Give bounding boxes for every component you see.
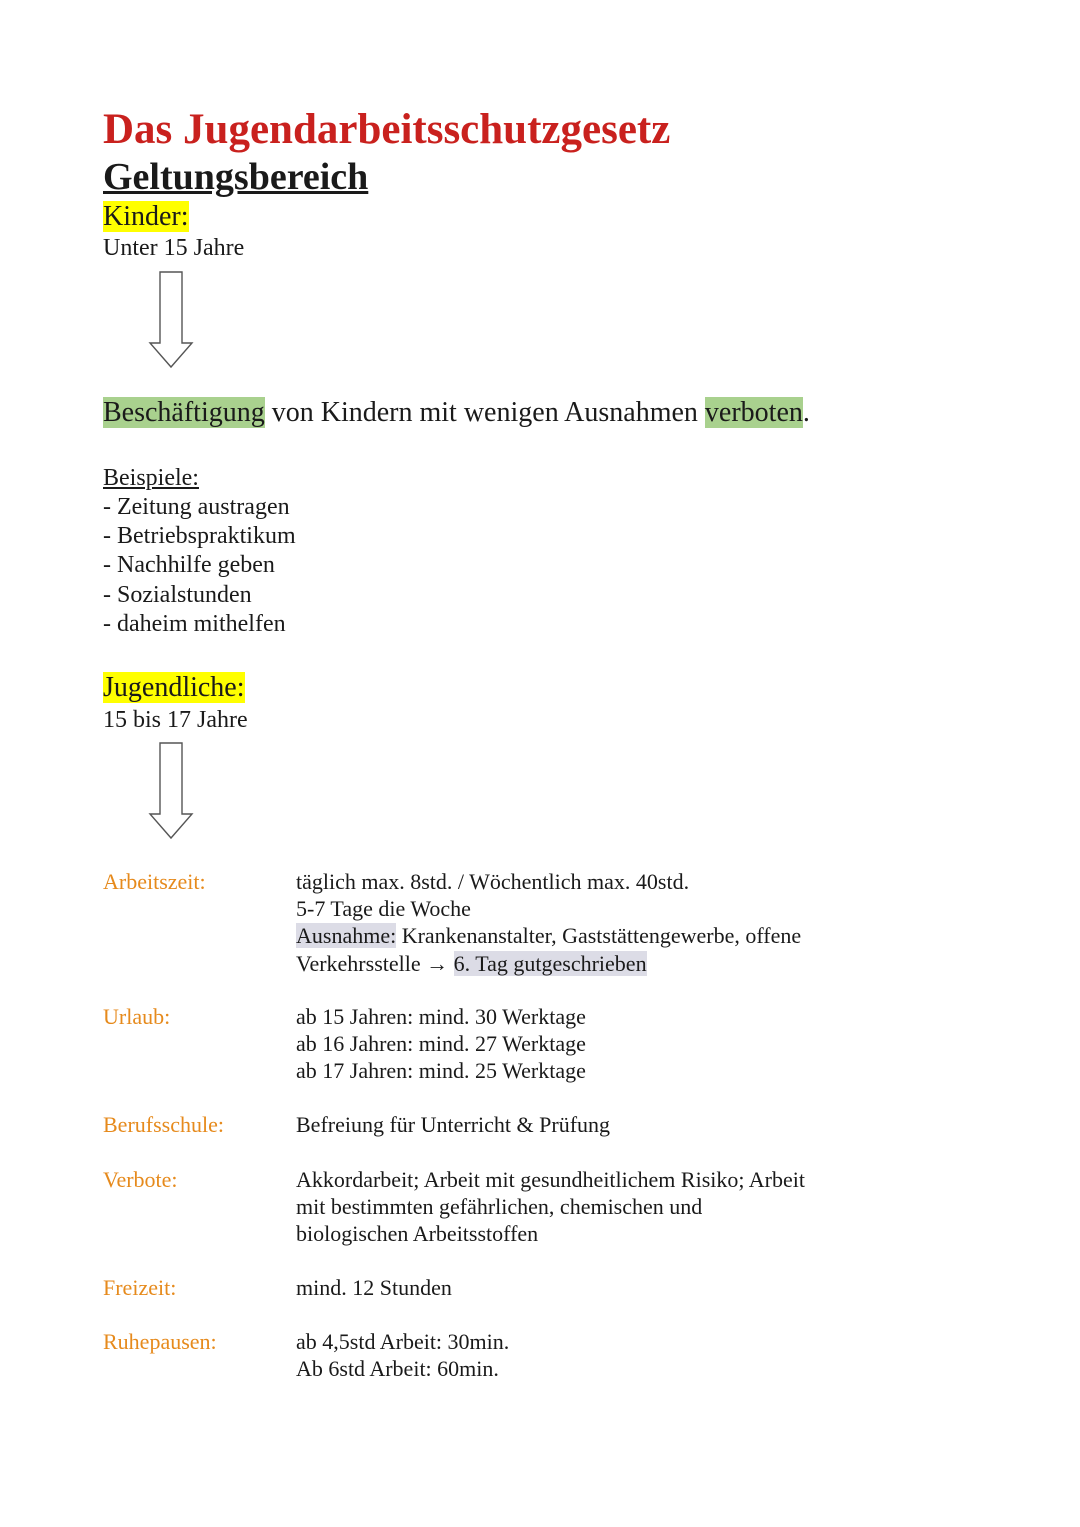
heading-jugendliche-text: Jugendliche:	[103, 672, 245, 703]
rule-value	[296, 1274, 863, 1301]
rule-line	[296, 950, 863, 977]
document-title: Das Jugendarbeitsschutzgesetz	[103, 106, 671, 153]
heading-jugendliche	[103, 671, 245, 705]
down-arrow-icon	[146, 742, 196, 840]
rule-value	[296, 1328, 863, 1382]
highlight-gutgeschrieben: 6. Tag gutgeschrieben	[453, 950, 647, 976]
list-item: - Betriebspraktikum	[103, 523, 296, 550]
rule-line: Ab 6std Arbeit: 60min.	[296, 1356, 499, 1382]
rule-value	[296, 868, 863, 977]
jugendliche-age: 15 bis 17 Jahre	[103, 707, 248, 733]
rule-label: Urlaub:	[103, 1004, 171, 1029]
rule-line: ab 15 Jahren: mind. 30 Werktage	[296, 1004, 586, 1029]
rule-label: Arbeitszeit:	[103, 869, 206, 894]
rule-ruhepausen	[103, 1328, 863, 1382]
rule-value	[296, 1003, 863, 1085]
heading-kinder	[103, 200, 189, 234]
list-item: - Zeitung austragen	[103, 494, 290, 520]
rule-urlaub	[103, 1003, 863, 1085]
rule-line: mit bestimmten gefährlichen, chemischen und	[296, 1194, 703, 1220]
rule-line: ab 17 Jahren: mind. 25 Werktage	[296, 1058, 586, 1084]
list-item: - Sozialstunden	[103, 581, 252, 608]
highlight-verboten: verboten	[704, 397, 803, 428]
rule-berufsschule	[103, 1111, 863, 1138]
heading-kinder-text: Kinder:	[103, 201, 189, 232]
examples-heading: Beispiele:	[103, 465, 199, 491]
rule-text: Krankenanstalter, Gaststättengewerbe, offene	[396, 923, 802, 949]
list-item: - daheim mithelfen	[103, 610, 286, 637]
statement-middle: von Kindern mit wenigen Ausnahmen	[264, 397, 705, 428]
list-item: - Nachhilfe geben	[103, 552, 275, 579]
rule-label: Freizeit:	[103, 1275, 177, 1300]
rule-line: mind. 12 Stunden	[296, 1275, 452, 1300]
rule-label: Ruhepausen:	[103, 1329, 217, 1354]
highlight-beschaeftigung: Beschäftigung	[103, 397, 265, 428]
examples-list	[103, 493, 296, 639]
down-arrow-icon	[146, 271, 196, 369]
rule-line: Befreiung für Unterricht & Prüfung	[296, 1112, 611, 1137]
rule-value	[296, 1166, 863, 1248]
rule-line: biologischen Arbeitsstoffen	[296, 1221, 539, 1247]
rule-line: ab 4,5std Arbeit: 30min.	[296, 1329, 510, 1354]
rule-freizeit	[103, 1274, 863, 1301]
rule-arbeitszeit	[103, 868, 863, 977]
rule-text: Verkehrsstelle →	[296, 950, 454, 976]
rule-line: täglich max. 8std. / Wöchentlich max. 40std.	[296, 869, 690, 894]
kinder-statement	[103, 395, 810, 431]
rule-value	[296, 1111, 863, 1138]
rule-line	[296, 922, 863, 949]
statement-end: .	[802, 397, 810, 428]
rule-label: Berufsschule:	[103, 1112, 224, 1137]
rule-line: Akkordarbeit; Arbeit mit gesundheitlichem Risiko; Arbeit	[296, 1167, 805, 1192]
rule-line: 5-7 Tage die Woche	[296, 896, 471, 922]
rule-verbote	[103, 1166, 863, 1248]
highlight-ausnahme: Ausnahme:	[296, 923, 397, 949]
rule-line: ab 16 Jahren: mind. 27 Werktage	[296, 1031, 586, 1057]
kinder-age: Unter 15 Jahre	[103, 235, 245, 261]
section-heading-geltungsbereich: Geltungsbereich	[103, 156, 369, 198]
rule-label: Verbote:	[103, 1167, 178, 1192]
